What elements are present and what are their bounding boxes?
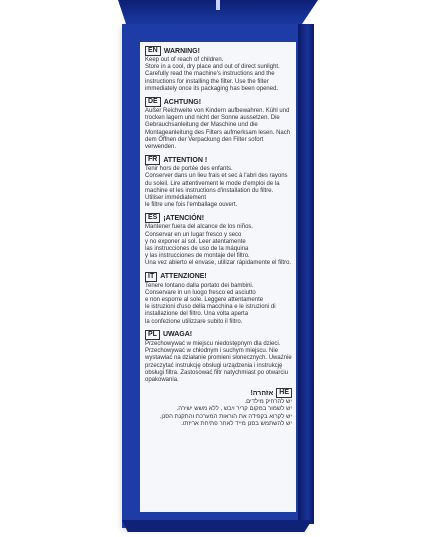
warning-title: אזהרה!: [250, 389, 274, 397]
warning-title: ATTENZIONE!: [160, 273, 207, 281]
box-top-tab: [216, 0, 220, 10]
section-header: [145, 46, 292, 56]
warning-text: Keep out of reach of children. Store in a cool, dry place and out of direct sunlight. Carefully read the machine's instructions and the instructions for installing the filter. Use the filter immediately once its packaging has been opened.: [145, 57, 280, 92]
language-code: IT: [145, 272, 157, 282]
box-side-panel: [298, 24, 314, 524]
warning-text: Außer Reichweite von Kindern aufbewahren. Kühl und trocken lagern und nicht der Sonne aussetzen. Die Gebrauchsanleitung der Maschine und die Montageanleitung des Filters aufmerksam lesen. Nach dem Öffnen der Verpackung den Filter sofort verwenden.: [145, 108, 291, 151]
warning-section-it: [145, 272, 292, 326]
language-code: HE: [276, 388, 292, 398]
warning-text: Tenir hors de portée des enfants. Conserver dans un lieu frais et sec à l'abri des rayons du soleil. Lire attentivement le mode d'emploi de la machine et les instructions d'installation du filtre. Utiliser immédiatement le filtre une fois l'emballage ouvert.: [145, 166, 288, 209]
brand-logo: [300, 40, 312, 78]
warning-section-es: [145, 213, 292, 267]
warning-text: Mantener fuera del alcance de los niños. Conservar en un lugar fresco y seco y no exponer al sol. Leer atentamente las instrucciones de uso de la máquina y las instrucciones de montaje del filtro. Una vez abierto el envase, utilizar rápidamente el filtro.: [145, 224, 292, 267]
warning-title: WARNING!: [163, 47, 200, 55]
warning-title: ¡ATENCIÓN!: [163, 214, 205, 222]
section-header: [145, 97, 292, 107]
section-header: [145, 155, 292, 165]
warning-label: [140, 42, 296, 512]
warning-section-de: [145, 97, 292, 151]
section-header: [145, 388, 292, 398]
box-top-flap: [118, 0, 318, 24]
box-bottom-flap: [122, 520, 312, 532]
warning-title: ACHTUNG!: [163, 98, 202, 106]
warning-section-en: [145, 46, 292, 93]
warning-title: ATTENTION !: [163, 156, 208, 164]
section-header: [145, 213, 292, 223]
language-code: EN: [145, 46, 161, 56]
language-code: DE: [145, 97, 161, 107]
warning-title: UWAGA!: [162, 331, 193, 339]
language-code: FR: [145, 155, 160, 165]
language-code: PL: [145, 330, 160, 340]
warning-section-fr: [145, 155, 292, 209]
warning-text: יש להרחיק מילדים. יש לשמור במקום קריר ויבש , ללא משש ישירה. יש לקרוא בקפידה את הוראות המערכת והתקנת הסנן. יש להשתמש בסנן מייד לאחר פתיחת אריזתו.: [159, 399, 292, 427]
section-header: [145, 272, 292, 282]
warning-section-pl: [145, 330, 292, 384]
warning-text: Tenere lontano dalla portato dei bambini. Conservare in un luogo fresco ed asciutto e non esporre al sole. Leggere attentamente le istruzioni d'uso della macchina e le istruzioni di installazione del filtro. Una volta aperta la confezione utilizzare subito il filtro.: [145, 282, 276, 325]
section-header: [145, 330, 292, 340]
warning-section-he: [145, 388, 292, 428]
warning-text: Przechowywać w miejscu niedostępnym dla dzieci. Przechowywać w chłodnym i suchym miejscu. Nie wystawiać na działanie promieni słonecznych. Uważnie przeczytać instrukcję obsługi urządzenia i instrukcję obsługi filtra. Zastosować filtr natychmiast po otwarciu opakowania.: [145, 340, 292, 383]
language-code: ES: [145, 213, 160, 223]
